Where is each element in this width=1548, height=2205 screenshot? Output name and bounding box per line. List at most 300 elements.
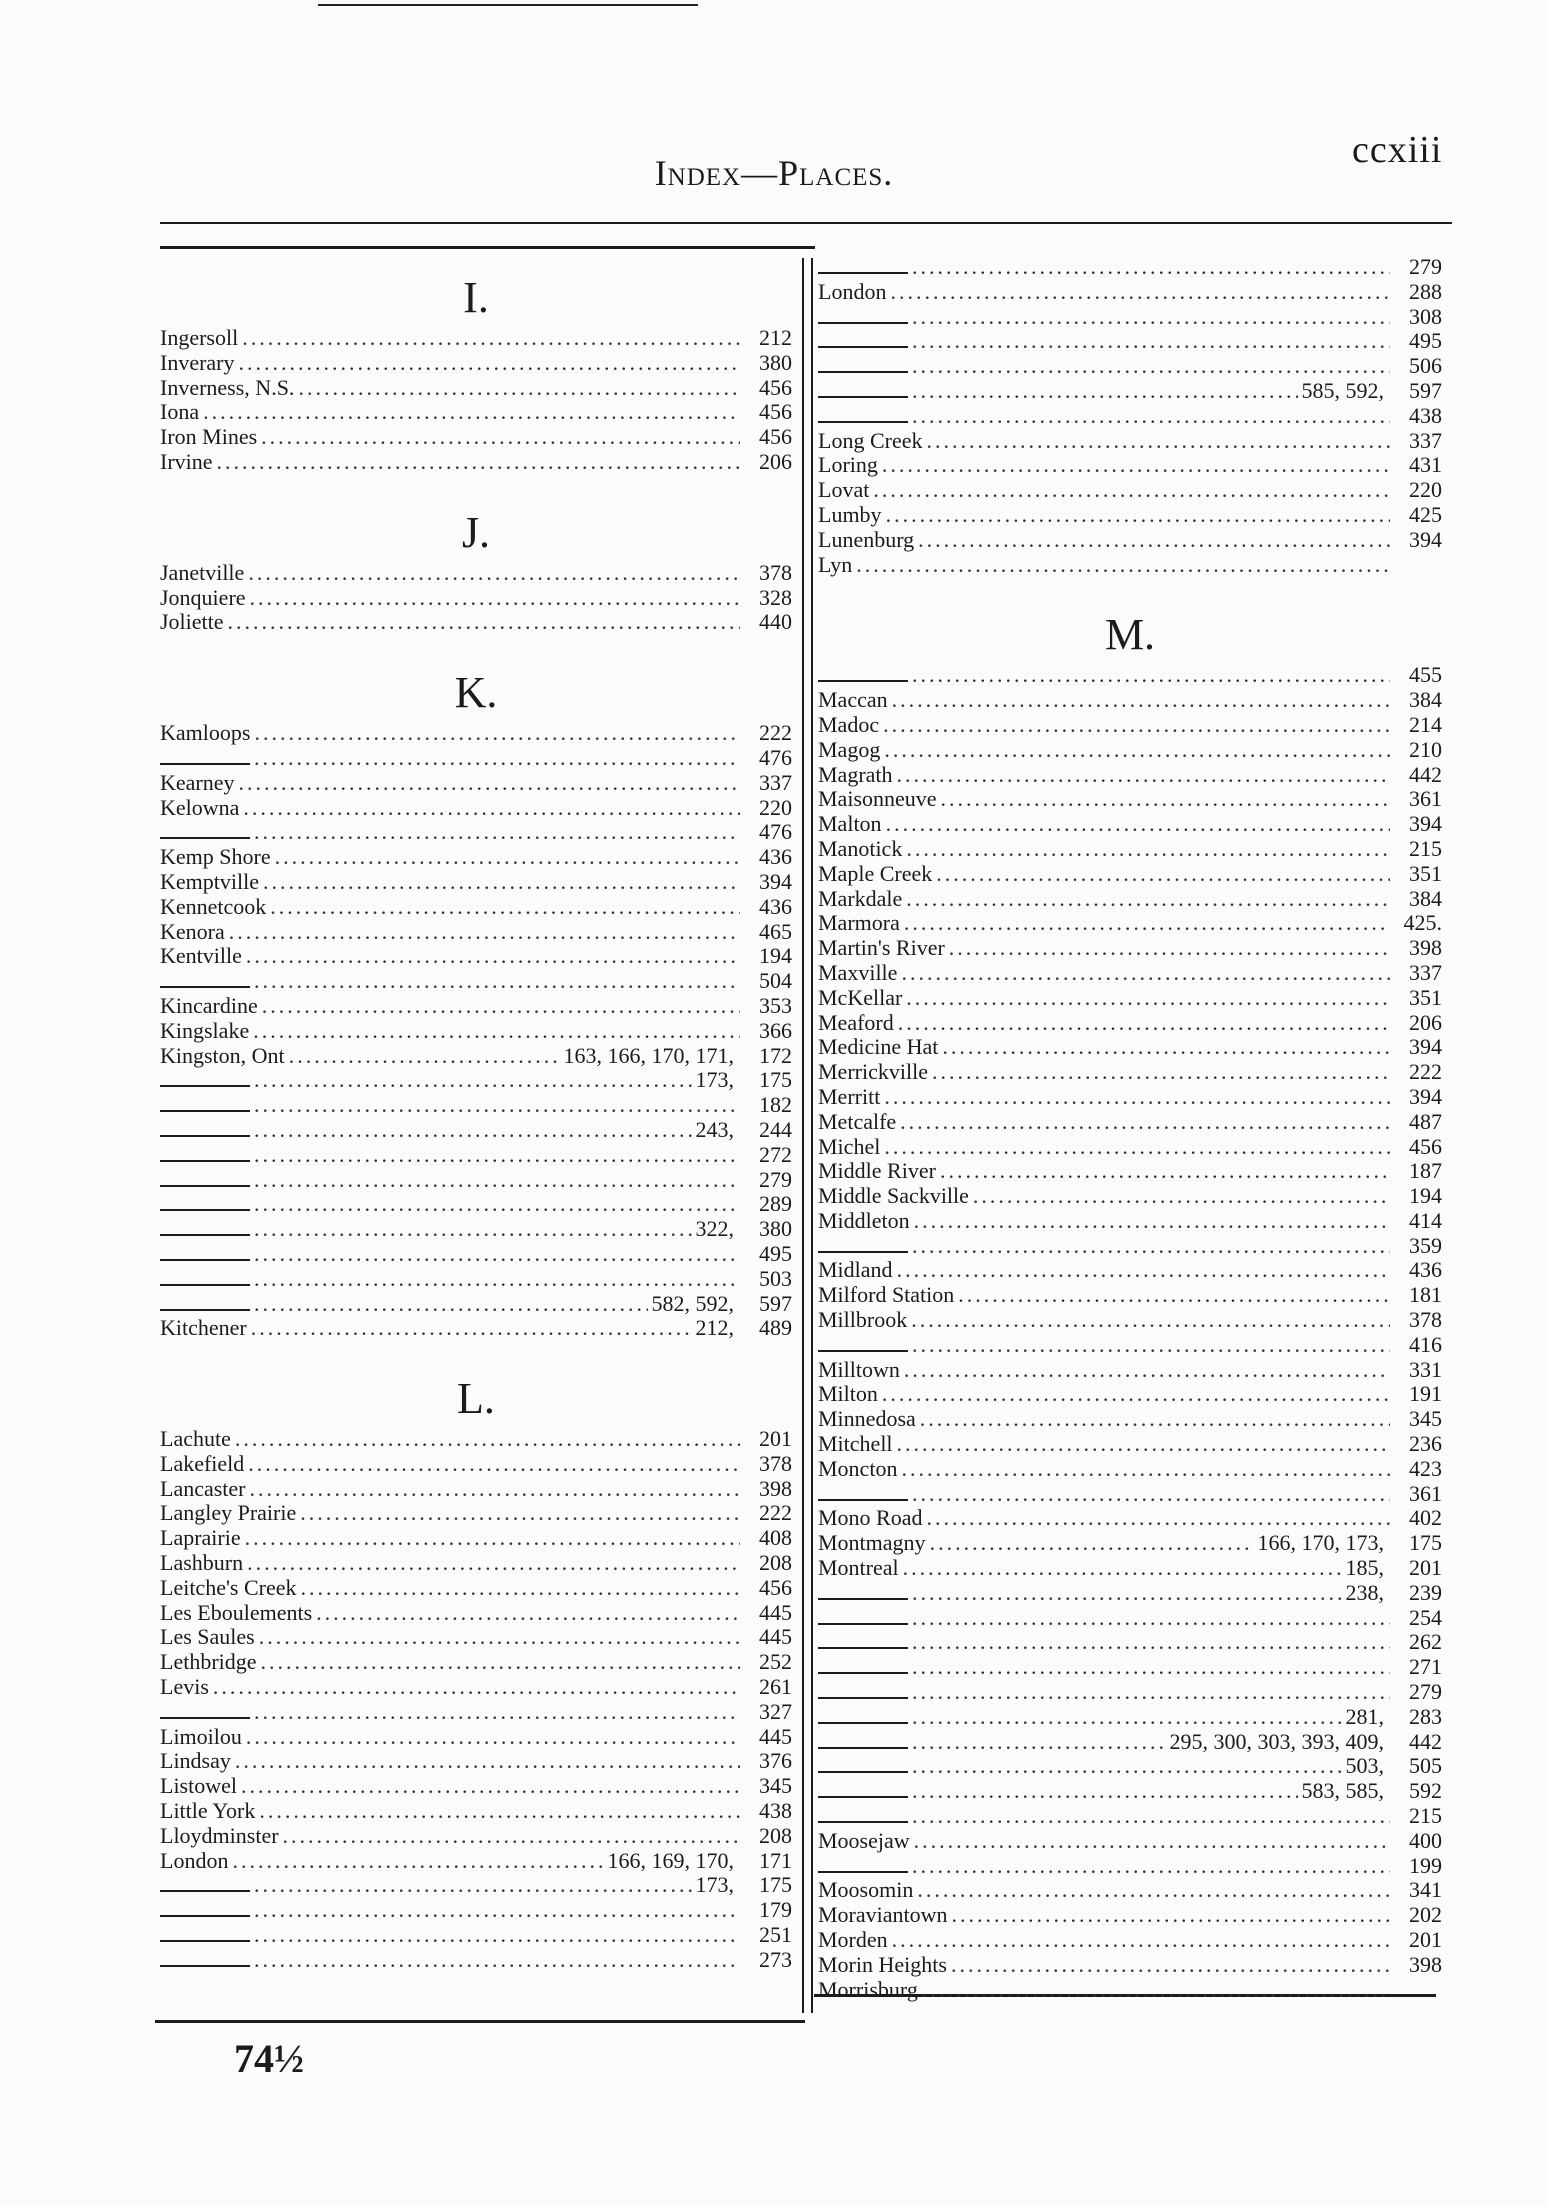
leader-dots	[927, 1506, 1391, 1531]
leader-dots	[254, 1700, 740, 1725]
section-gap	[160, 1341, 792, 1371]
ditto-dash	[818, 1613, 908, 1625]
entry-place-name: Lethbridge	[160, 1649, 257, 1675]
entry-page-number: 201	[1409, 1555, 1442, 1581]
entry-place-name: Middle River	[818, 1158, 936, 1184]
index-entry	[160, 1118, 792, 1143]
entry-place-name: Kincardine	[160, 992, 258, 1018]
column-divider	[811, 258, 813, 2013]
index-entry	[160, 1725, 792, 1750]
leader-dots	[254, 820, 740, 845]
index-entry	[818, 1606, 1442, 1631]
header-rule-thick	[160, 246, 815, 249]
entry-place-name: Millbrook	[818, 1307, 908, 1333]
leader-dots	[254, 1168, 740, 1193]
entry-page-number: 262	[1409, 1629, 1442, 1655]
entry-page-number: 376	[759, 1748, 792, 1774]
entry-place-name: Janetville	[160, 559, 245, 585]
index-entry	[818, 1184, 1442, 1209]
index-entry	[160, 1799, 792, 1824]
entry-place-name: Iona	[160, 399, 200, 425]
leader-dots	[283, 1824, 740, 1849]
entry-page-number: 236	[1409, 1431, 1442, 1457]
index-entry	[818, 1110, 1442, 1135]
entry-place-name: Merrickville	[818, 1059, 928, 1085]
entry-page-number: 398	[759, 1475, 792, 1501]
entry-page-number: 361	[1409, 786, 1442, 812]
index-entry	[160, 1242, 792, 1267]
index-entry	[818, 1135, 1442, 1160]
entry-place-name: Kingston, Ont	[160, 1042, 285, 1068]
index-entry	[818, 404, 1442, 429]
leader-dots	[246, 944, 740, 969]
entry-place-name: Mitchell	[818, 1431, 893, 1457]
index-entry	[160, 1625, 792, 1650]
entry-additional-pages: 163, 166, 170, 171,	[563, 1042, 734, 1068]
leader-dots	[912, 1333, 1390, 1358]
index-entry	[160, 1849, 792, 1874]
entry-page-number: 384	[1409, 687, 1442, 713]
entry-page-number: 394	[1409, 1083, 1442, 1109]
entry-page-number: 179	[759, 1897, 792, 1923]
entry-page-number: 191	[1409, 1381, 1442, 1407]
index-entry	[160, 1427, 792, 1452]
entry-place-name: Milltown	[818, 1356, 900, 1382]
ditto-dash	[818, 1637, 908, 1649]
entry-page-number: 337	[1409, 427, 1442, 453]
index-entry	[818, 1457, 1442, 1482]
entry-page-number: 201	[759, 1426, 792, 1452]
index-entry	[160, 1192, 792, 1217]
ditto-dash	[818, 1687, 908, 1699]
entry-page-number: 172	[759, 1042, 792, 1068]
leader-dots	[912, 1630, 1390, 1655]
entry-page-number: 423	[1409, 1455, 1442, 1481]
entry-place-name: Les Eboulements	[160, 1599, 313, 1625]
leader-dots	[254, 1873, 692, 1898]
leader-dots	[901, 961, 1390, 986]
entry-page-number: 222	[759, 720, 792, 746]
index-entry	[818, 1556, 1442, 1581]
leader-dots	[241, 1774, 740, 1799]
leader-dots	[912, 329, 1390, 354]
leader-dots	[897, 1432, 1390, 1457]
ditto-dash	[160, 1930, 250, 1942]
leader-dots	[920, 1407, 1390, 1432]
leader-dots	[912, 1655, 1390, 1680]
leader-dots	[936, 862, 1390, 887]
ditto-dash	[818, 1241, 908, 1253]
entry-page-number: 208	[759, 1822, 792, 1848]
leader-dots	[254, 1948, 740, 1973]
index-entry	[818, 936, 1442, 961]
folio: 74½	[234, 2036, 304, 2081]
leader-dots	[250, 586, 740, 611]
index-entry	[160, 920, 792, 945]
entry-page-number: 456	[1409, 1133, 1442, 1159]
leader-dots	[912, 1854, 1390, 1879]
leader-dots	[884, 738, 1390, 763]
leader-dots	[261, 1650, 740, 1675]
index-entry	[818, 862, 1442, 887]
entry-page-number: 239	[1409, 1579, 1442, 1605]
entry-place-name: Magog	[818, 736, 881, 762]
leader-dots	[897, 1258, 1390, 1283]
entry-additional-pages: 173,	[695, 1872, 734, 1898]
entry-page-number: 215	[1409, 835, 1442, 861]
leader-dots	[914, 1209, 1390, 1234]
entry-place-name: Kitchener	[160, 1315, 247, 1341]
leader-dots	[263, 870, 740, 895]
leader-dots	[254, 746, 740, 771]
index-entry	[818, 961, 1442, 986]
index-entry	[818, 1382, 1442, 1407]
ditto-dash	[818, 361, 908, 373]
leader-dots	[251, 1316, 692, 1341]
entry-place-name: Kentville	[160, 943, 242, 969]
index-entry	[160, 895, 792, 920]
entry-additional-pages: 173,	[695, 1067, 734, 1093]
index-entry	[160, 1168, 792, 1193]
leader-dots	[270, 895, 740, 920]
entry-place-name: McKellar	[818, 984, 903, 1010]
entry-page-number: 289	[759, 1191, 792, 1217]
ditto-dash	[818, 312, 908, 324]
entry-page-number: 597	[1409, 377, 1442, 403]
entry-page-number: 328	[759, 584, 792, 610]
leader-dots	[250, 1477, 741, 1502]
leader-dots	[213, 1675, 740, 1700]
ditto-dash	[818, 1861, 908, 1873]
leader-dots	[298, 376, 740, 401]
index-column-right	[818, 255, 1442, 2002]
entry-place-name: Montmagny	[818, 1530, 926, 1556]
entry-place-name: Marmora	[818, 910, 900, 936]
leader-dots	[254, 1898, 740, 1923]
entry-place-name: Levis	[160, 1674, 209, 1700]
index-entry	[818, 1655, 1442, 1680]
index-entry	[818, 1209, 1442, 1234]
entry-page-number: 345	[1409, 1406, 1442, 1432]
entry-page-number: 210	[1409, 736, 1442, 762]
leader-dots	[882, 453, 1390, 478]
ditto-dash	[160, 1880, 250, 1892]
leader-dots	[940, 1159, 1390, 1184]
entry-page-number: 380	[759, 1216, 792, 1242]
index-entry	[160, 820, 792, 845]
index-entry	[160, 1576, 792, 1601]
entry-place-name: Lovat	[818, 477, 870, 503]
index-entry	[818, 1878, 1442, 1903]
leader-dots	[242, 326, 740, 351]
index-entry	[818, 255, 1442, 280]
entry-page-number: 402	[1409, 1505, 1442, 1531]
entry-page-number: 175	[759, 1067, 792, 1093]
leader-dots	[246, 1725, 740, 1750]
ditto-dash	[818, 1662, 908, 1674]
entry-additional-pages: 185,	[1345, 1555, 1384, 1581]
ditto-dash	[160, 1125, 250, 1137]
entry-page-number: 283	[1409, 1703, 1442, 1729]
index-entry	[160, 1292, 792, 1317]
index-entry	[818, 329, 1442, 354]
entry-page-number: 220	[1409, 477, 1442, 503]
entry-page-number: 187	[1409, 1158, 1442, 1184]
entry-place-name: Moncton	[818, 1455, 898, 1481]
leader-dots	[942, 1035, 1390, 1060]
entry-place-name: Little York	[160, 1798, 256, 1824]
entry-place-name: Milton	[818, 1381, 878, 1407]
leader-dots	[235, 1427, 740, 1452]
ditto-dash	[160, 1955, 250, 1967]
entry-page-number: 592	[1409, 1778, 1442, 1804]
index-entry	[160, 1267, 792, 1292]
leader-dots	[243, 796, 740, 821]
entry-page-number: 438	[1409, 402, 1442, 428]
ditto-dash	[818, 411, 908, 423]
entry-page-number: 353	[759, 992, 792, 1018]
index-entry	[818, 503, 1442, 528]
entry-page-number: 215	[1409, 1803, 1442, 1829]
ditto-dash	[160, 1274, 250, 1286]
entry-page-number: 436	[759, 893, 792, 919]
leader-dots	[906, 986, 1390, 1011]
ditto-dash	[160, 1249, 250, 1261]
index-entry	[818, 379, 1442, 404]
entry-place-name: Jonquiere	[160, 584, 246, 610]
index-entry	[160, 1873, 792, 1898]
index-entry	[818, 1854, 1442, 1879]
entry-place-name: Langley Prairie	[160, 1500, 297, 1526]
entry-page-number: 476	[759, 819, 792, 845]
entry-page-number: 414	[1409, 1207, 1442, 1233]
entry-page-number: 408	[759, 1525, 792, 1551]
entry-page-number: 252	[759, 1649, 792, 1675]
index-column-left	[160, 270, 792, 1973]
index-entry	[160, 561, 792, 586]
leader-dots	[912, 305, 1390, 330]
index-entry	[818, 688, 1442, 713]
entry-page-number: 445	[759, 1624, 792, 1650]
leader-dots	[248, 1452, 740, 1477]
section-gap	[160, 475, 792, 505]
entry-page-number: 206	[1409, 1009, 1442, 1035]
entry-place-name: Middle Sackville	[818, 1183, 969, 1209]
index-entry	[160, 326, 792, 351]
index-entry	[160, 1601, 792, 1626]
entry-page-number: 254	[1409, 1604, 1442, 1630]
ditto-dash	[160, 1199, 250, 1211]
index-entry	[818, 1358, 1442, 1383]
entry-place-name: Moraviantown	[818, 1902, 948, 1928]
entry-page-number: 327	[759, 1698, 792, 1724]
entry-place-name: Manotick	[818, 835, 903, 861]
leader-dots	[884, 1085, 1390, 1110]
entry-page-number: 503	[759, 1265, 792, 1291]
leader-dots	[952, 1903, 1390, 1928]
entry-page-number: 199	[1409, 1852, 1442, 1878]
leader-dots	[254, 1118, 692, 1143]
entry-page-number: 400	[1409, 1827, 1442, 1853]
entry-page-number: 394	[1409, 811, 1442, 837]
index-entry	[818, 305, 1442, 330]
entry-place-name: London	[160, 1847, 229, 1873]
leader-dots	[892, 688, 1390, 713]
index-entry	[160, 1316, 792, 1341]
ditto-dash	[160, 827, 250, 839]
index-entry	[160, 1923, 792, 1948]
entry-page-number: 398	[1409, 1951, 1442, 1977]
entry-additional-pages: 243,	[695, 1116, 734, 1142]
entry-page-number: 175	[1409, 1530, 1442, 1556]
entry-page-number: 394	[759, 868, 792, 894]
entry-place-name: Midland	[818, 1257, 893, 1283]
entry-page-number: 506	[1409, 353, 1442, 379]
ditto-dash	[818, 1737, 908, 1749]
leader-dots	[917, 1878, 1390, 1903]
index-entry	[160, 721, 792, 746]
leader-dots	[912, 1705, 1342, 1730]
index-entry	[818, 1928, 1442, 1953]
index-entry	[160, 376, 792, 401]
entry-place-name: Maccan	[818, 687, 888, 713]
entry-page-number: 445	[759, 1723, 792, 1749]
leader-dots	[217, 450, 740, 475]
entry-page-number: 425.	[1403, 910, 1442, 936]
leader-dots	[904, 911, 1390, 936]
entry-place-name: Listowel	[160, 1773, 237, 1799]
leader-dots	[904, 1358, 1390, 1383]
entry-page-number: 378	[759, 559, 792, 585]
index-entry	[160, 796, 792, 821]
section-gap	[160, 635, 792, 665]
ditto-dash	[818, 1489, 908, 1501]
ditto-dash	[818, 1761, 908, 1773]
entry-page-number: 456	[759, 1574, 792, 1600]
entry-page-number: 202	[1409, 1902, 1442, 1928]
index-entry	[160, 1217, 792, 1242]
entry-page-number: 505	[1409, 1753, 1442, 1779]
index-entry	[160, 1477, 792, 1502]
entry-page-number: 261	[759, 1674, 792, 1700]
leader-dots	[247, 1551, 740, 1576]
entry-page-number: 212	[759, 325, 792, 350]
entry-place-name: Ingersoll	[160, 325, 239, 350]
index-entry	[818, 1506, 1442, 1531]
index-entry	[160, 870, 792, 895]
index-entry	[818, 1482, 1442, 1507]
ditto-dash	[818, 1811, 908, 1823]
entry-place-name: Les Saules	[160, 1624, 255, 1650]
leader-dots	[254, 1217, 692, 1242]
index-entry	[160, 845, 792, 870]
leader-dots	[912, 1581, 1342, 1606]
entry-page-number: 378	[759, 1450, 792, 1476]
index-entry	[160, 969, 792, 994]
entry-place-name: Inverary	[160, 349, 235, 375]
index-entry	[818, 1085, 1442, 1110]
leader-dots	[912, 1606, 1390, 1631]
leader-dots	[248, 561, 740, 586]
leader-dots	[300, 1501, 740, 1526]
leader-dots	[930, 1531, 1254, 1556]
entry-page-number: 394	[1409, 1034, 1442, 1060]
entry-additional-pages: 582, 592,	[651, 1290, 734, 1316]
entry-additional-pages: 322,	[695, 1216, 734, 1242]
entry-place-name: Medicine Hat	[818, 1034, 939, 1060]
entry-additional-pages: 212,	[695, 1315, 734, 1341]
leader-dots	[316, 1601, 740, 1626]
entry-page-number: 456	[759, 374, 792, 400]
ditto-dash	[818, 1588, 908, 1600]
entry-page-number: 442	[1409, 1728, 1442, 1754]
leader-dots	[906, 887, 1390, 912]
entry-place-name: Kamloops	[160, 720, 251, 746]
entry-page-number: 440	[759, 609, 792, 635]
entry-place-name: Maple Creek	[818, 860, 933, 886]
index-entry	[160, 1749, 792, 1774]
entry-page-number: 251	[759, 1922, 792, 1948]
index-entry	[818, 1432, 1442, 1457]
page-title: Index—Places.	[654, 153, 894, 193]
entry-page-number: 279	[759, 1166, 792, 1192]
ditto-dash	[818, 1340, 908, 1352]
index-entry	[160, 1650, 792, 1675]
entry-page-number: 431	[1409, 452, 1442, 478]
leader-dots	[912, 255, 1390, 280]
entry-place-name: Long Creek	[818, 427, 923, 453]
leader-dots	[235, 1749, 740, 1774]
ditto-dash	[818, 670, 908, 682]
entry-page-number: 445	[759, 1599, 792, 1625]
leader-dots	[903, 1556, 1342, 1581]
index-entry	[160, 1551, 792, 1576]
entry-place-name: Minnedosa	[818, 1406, 916, 1432]
entry-page-number: 279	[1409, 254, 1442, 279]
index-entry	[160, 944, 792, 969]
top-edge-rule	[318, 4, 698, 6]
entry-page-number: 208	[759, 1550, 792, 1576]
index-entry	[818, 354, 1442, 379]
entry-page-number: 222	[1409, 1059, 1442, 1085]
leader-dots	[239, 771, 740, 796]
leader-dots	[912, 404, 1390, 429]
footer-rule-left	[155, 2020, 805, 2023]
leader-dots	[912, 1730, 1166, 1755]
index-entry	[818, 553, 1442, 578]
entry-place-name: Kenora	[160, 918, 225, 944]
leader-dots	[912, 1482, 1390, 1507]
entry-place-name: Loring	[818, 452, 878, 478]
entry-page-number: 308	[1409, 303, 1442, 329]
entry-page-number: 394	[1409, 526, 1442, 552]
entry-place-name: Moosomin	[818, 1877, 914, 1903]
leader-dots	[301, 1576, 740, 1601]
entry-page-number: 398	[1409, 935, 1442, 961]
entry-page-number: 271	[1409, 1654, 1442, 1680]
entry-page-number: 220	[759, 794, 792, 820]
index-entry	[818, 1953, 1442, 1978]
leader-dots	[898, 1011, 1390, 1036]
index-entry	[160, 425, 792, 450]
index-entry	[160, 1824, 792, 1849]
entry-place-name: Inverness, N.S.	[160, 374, 295, 400]
entry-page-number: 495	[1409, 328, 1442, 354]
index-entry	[818, 528, 1442, 553]
leader-dots	[254, 1068, 692, 1093]
entry-page-number: 384	[1409, 885, 1442, 911]
entry-place-name: Kelowna	[160, 794, 240, 820]
